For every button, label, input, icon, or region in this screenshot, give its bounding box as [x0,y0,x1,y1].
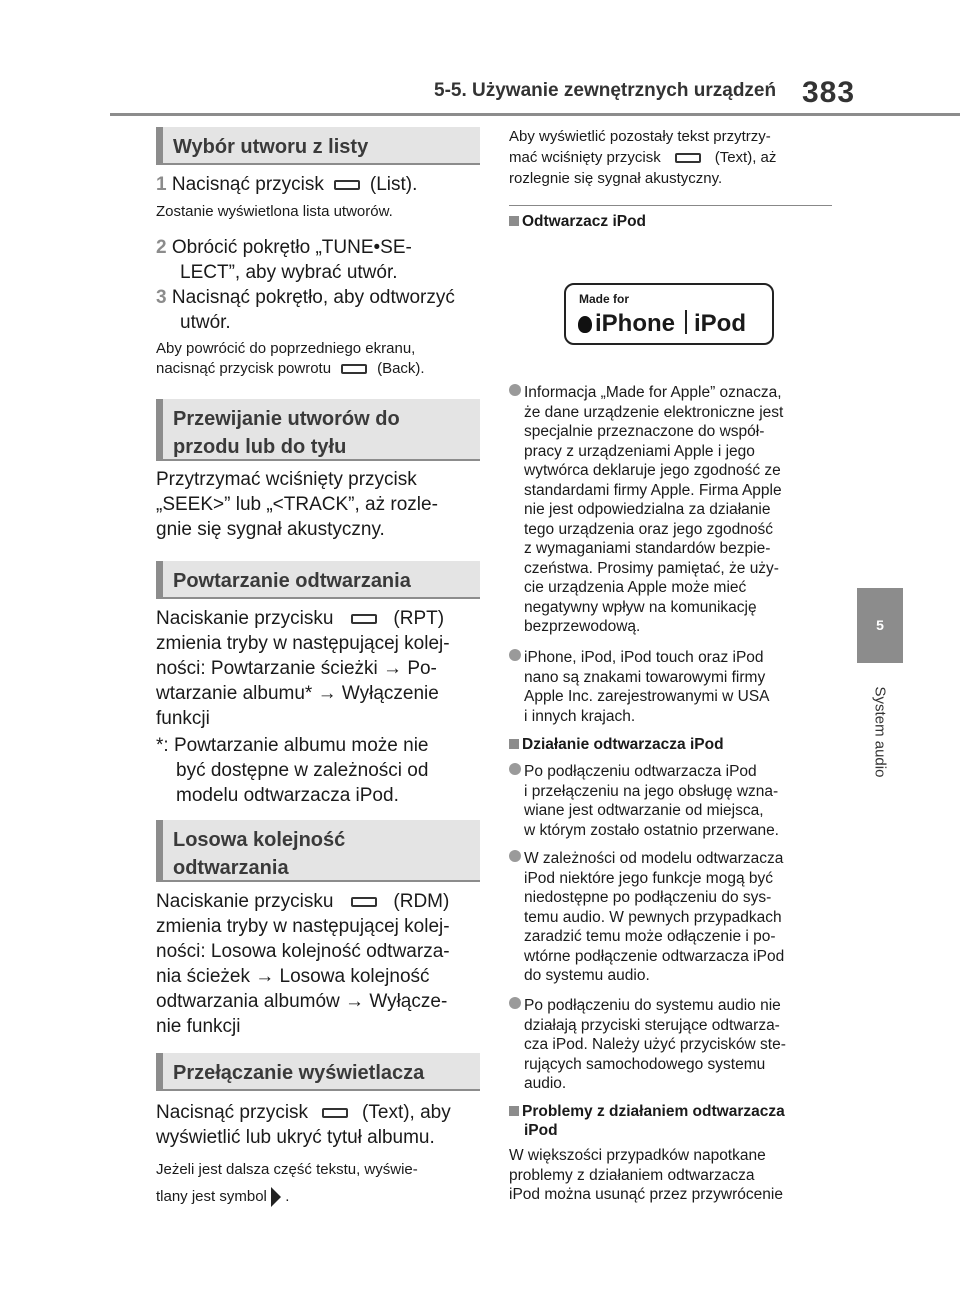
seek-text: Przytrzymać wciśnięty przycisk „SEEK>” lub „<TRACK”, aż rozle- gnie się sygnał akustyczny. [156,469,438,540]
square-bullet-icon [509,216,519,226]
display-text: Nacisnąć przycisk (Text), aby wyświetlić lub ukryć tytuł albumu. [156,1102,451,1148]
header-rule [110,113,960,116]
bullet-line: Apple Inc. zarejestrowanymi w USA [524,688,770,705]
button-icon [675,153,701,163]
square-bullet-icon [509,739,519,749]
repeat-text: Naciskanie przycisku (RPT) zmienia tryby w następującej kolej- ności: Powtarzanie ścieżki → Po- wtarzanie albumu* → Wyłączenie funkcji [156,608,450,729]
bullet-line: Po podłączeniu odtwarzacza iPod [524,763,757,780]
button-icon [351,614,377,624]
button-icon [334,180,360,190]
chapter-label: System audio [871,686,889,778]
heading-seek: Przewijanie utworów do przodu lub do tyłu [156,399,480,461]
display-note: Jeżeli jest dalsza część tekstu, wyświe- tlany jest symbol . [156,1156,418,1210]
heading-random: Losowa kolejność odtwarzania [156,820,480,882]
bullet-line: iPod niektóre jego funkcje mogą być [524,869,774,887]
bullet-line: czeństwa. Prosimy pamiętać, że uży- [524,559,779,577]
bullet-line: i przełączeniu na jego obsługę wzna- [524,782,779,800]
bullet-line: cza iPod. Należy użyć przycisków ste- [524,1036,786,1053]
bullet-line: W zależności od modelu odtwarzacza [524,850,784,867]
bullet-line: rujących samochodowego systemu [524,1055,766,1073]
bullet-line: niedostępne po podłączeniu do sys- [524,889,772,906]
heading-display: Przełączanie wyświetlacza [156,1053,480,1091]
bullet-line: bezprzewodową. [524,618,641,635]
text-hold-note: Aby wyświetlić pozostały tekst przytrzy- mać wciśnięty przycisk (Text), aż rozlegnie się sygnał akustyczny. [509,128,777,187]
bullet-line: zaradzić temu może odłączenie i po- [524,928,776,945]
bullet-line: w którym zostało ostatnio przerwane. [524,821,779,839]
bullet-line: wtórne podłączenie odtwarzacza iPod [524,947,785,965]
bullet-line: i innych krajach. [524,707,636,725]
bullet-line: tego urządzenia oraz jego zgodność [524,520,774,538]
heading-ipod: Odtwarzacz iPod [509,213,834,231]
bullet-model-features [509,849,834,986]
bullet-line: temu audio. W pewnych przypadkach [524,908,782,926]
back-note: Aby powrócić do poprzedniego ekranu, nacisnąć przycisk powrotu (Back). [156,340,425,377]
bullet-line: negatywny wpływ na komunikację [524,598,757,616]
heading-problemy: Problemy z działaniem odtwarzacza iPod [509,1102,834,1140]
bullet-icon [509,763,521,775]
bullet-line: specjalnie przeznaczone do współ- [524,423,765,440]
button-icon [341,364,367,374]
section-title: 5-5. Używanie zewnętrznych urządzeń [434,80,777,101]
bullet-resume [509,762,834,840]
random-text: Naciskanie przycisku (RDM) zmienia tryby w następującej kolej- ności: Losowa kolejność odtwarza- nia ścieżek → Losowa kolejność odtwarzania albumów → Wyłącze- nie funkcji [156,891,450,1037]
page-number: 383 [802,76,856,109]
made-for-iphone-ipod-logo: Made for iPhone iPod [564,283,774,345]
apple-logo-icon [578,316,592,333]
bullet-line: pracy z urządzeniami Apple i jego [524,442,755,460]
problemy-text: W większości przypadków napotkane problemy z działaniem odtwarzacza iPod można usunąć przez przywrócenie [509,1147,783,1203]
bullet-line: działają przyciski sterujące odtwarza- [524,1016,780,1034]
square-bullet-icon [509,1106,519,1116]
bullet-line: wiane jest odtwarzanie od miejsca, [524,802,764,819]
repeat-footnote: *: Powtarzanie albumu może nie być dostępne w zależności od modelu odtwarzacza iPod. [156,735,429,806]
bullet-controls [509,996,834,1094]
step-2: 2 Obrócić pokrętło „TUNE•SE- LECT”, aby wybrać utwór. [156,237,412,283]
bullet-line: wytwórca deklaruje jego zgodność ze [524,462,781,479]
heading-dzialanie: Działanie odtwarzacza iPod [509,736,834,754]
bullet-line: audio. [524,1075,567,1092]
bullet-line: nano są znakami towarowymi firmy [524,668,766,686]
bullet-line: cie urządzenia Apple może mieć [524,579,747,596]
bullet-line: iPhone, iPod, iPod touch oraz iPod [524,649,764,666]
bullet-icon [509,997,521,1009]
bullet-icon [509,649,521,661]
bullet-trademarks [509,648,834,726]
bullet-icon [509,384,521,396]
bullet-line: z wymaganiami standardów bezpie- [524,540,771,557]
step-1-note: Zostanie wyświetlona lista utworów. [156,203,393,220]
step-1: 1 Nacisnąć przycisk (List). [156,174,418,195]
chapter-tab: 5 [857,588,903,663]
heading-repeat: Powtarzanie odtwarzania [156,561,480,599]
heading-list-selection: Wybór utworu z listy [156,127,480,165]
more-text-icon [271,1187,281,1207]
step-3: 3 Nacisnąć pokrętło, aby odtworzyć utwór. [156,287,455,333]
bullet-made-for-apple [509,383,834,637]
bullet-line: standardami firmy Apple. Firma Apple [524,481,782,499]
bullet-line: Informacja „Made for Apple” oznacza, [524,384,782,401]
bullet-line: Po podłączeniu do systemu audio nie [524,997,781,1014]
button-icon [322,1108,348,1118]
bullet-icon [509,850,521,862]
bullet-line: że dane urządzenie elektroniczne jest [524,403,784,421]
divider [509,205,832,206]
button-icon [351,897,377,907]
bullet-line: do systemu audio. [524,967,650,984]
bullet-line: nie jest odpowiedzialna za działanie [524,501,771,518]
